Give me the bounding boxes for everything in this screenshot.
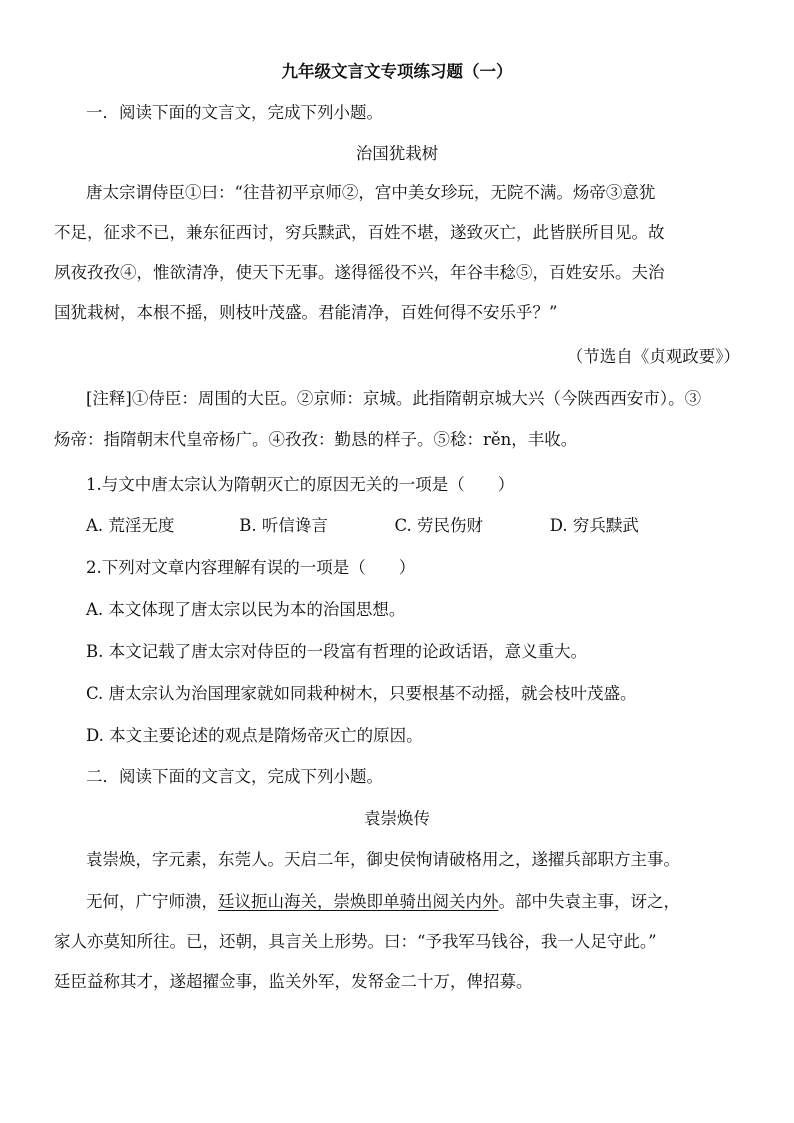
passage2-title: 袁崇焕传: [364, 809, 430, 828]
question-1-option-a: A. 荒淫无度: [86, 516, 175, 535]
question-1-options: [86, 514, 639, 538]
passage2-underlined-sentence: 廷议扼山海关，崇焕即单骑出阅关内外: [218, 892, 499, 911]
passage1-notes-line-2: 炀帝：指隋朝末代皇帝杨广。④孜孜：勤恳的样子。⑤稔：rěn，丰收。: [54, 430, 578, 449]
document-title: 九年级文言文专项练习题（一）: [281, 62, 513, 81]
question-2-option-a: A. 本文体现了唐太宗以民为本的治国思想。: [86, 600, 406, 619]
passage2-line-2: [86, 890, 680, 914]
question-1-stem: 1.与文中唐太宗认为隋朝灭亡的原因无关的一项是（ ）: [86, 475, 515, 494]
question-1-option-c: C. 劳民伤财: [394, 516, 484, 535]
passage2-line-2-post: 。部中失袁主事，讶之，: [498, 892, 680, 911]
passage1-notes-line-1: [注释]①侍臣：周围的大臣。②京师：京城。此指隋朝京城大兴（今陕西西安市）。③: [86, 389, 702, 408]
question-2-option-d: D. 本文主要论述的观点是隋炀帝灭亡的原因。: [86, 726, 423, 745]
passage2-line-4: 廷臣益称其才，遂超擢佥事，监关外军，发帑金二十万，俾招募。: [54, 972, 533, 991]
question-2-option-c: C. 唐太宗认为治国理家就如同栽种树木，只要根基不动摇，就会枝叶茂盛。: [86, 684, 637, 703]
question-1-option-d: D. 穷兵黩武: [549, 516, 639, 535]
question-2-stem: 2.下列对文章内容理解有误的一项是（ ）: [86, 558, 416, 577]
passage2-line-2-pre: 无何，广宁师溃，: [86, 892, 218, 911]
section2-heading: 二．阅读下面的文言文，完成下列小题。: [86, 767, 383, 786]
section1-heading: 一．阅读下面的文言文，完成下列小题。: [86, 103, 383, 122]
passage1-line-4: 国犹栽树，本根不摇，则枝叶茂盛。君能清净，百姓何得不安乐乎？”: [54, 303, 558, 322]
passage1-line-3: 夙夜孜孜④，惟欲清净，使天下无事。遂得徭役不兴，年谷丰稔⑤，百姓安乐。夫治: [54, 263, 665, 282]
passage2-line-1: 袁崇焕，字元素，东莞人。天启二年，御史侯恂请破格用之，遂擢兵部职方主事。: [86, 850, 680, 869]
passage1-source: （节选自《贞观政要》）: [566, 347, 740, 366]
question-2-option-b: B. 本文记载了唐太宗对侍臣的一段富有哲理的论政话语，意义重大。: [86, 642, 588, 661]
passage1-line-1: 唐太宗谓侍臣①曰：“往昔初平京师②，宫中美女珍玩，无院不满。炀帝③意犹: [86, 183, 656, 202]
passage1-title: 治国犹栽树: [355, 144, 439, 163]
passage2-line-3: 家人亦莫知所往。已，还朝，具言关上形势。曰：“予我军马钱谷，我一人足守此。”: [54, 932, 657, 951]
passage1-line-2: 不足，征求不已，兼东征西讨，穷兵黩武，百姓不堪，遂致灭亡，此皆朕所目见。故: [54, 223, 665, 242]
question-1-option-b: B. 听信谗言: [239, 516, 328, 535]
